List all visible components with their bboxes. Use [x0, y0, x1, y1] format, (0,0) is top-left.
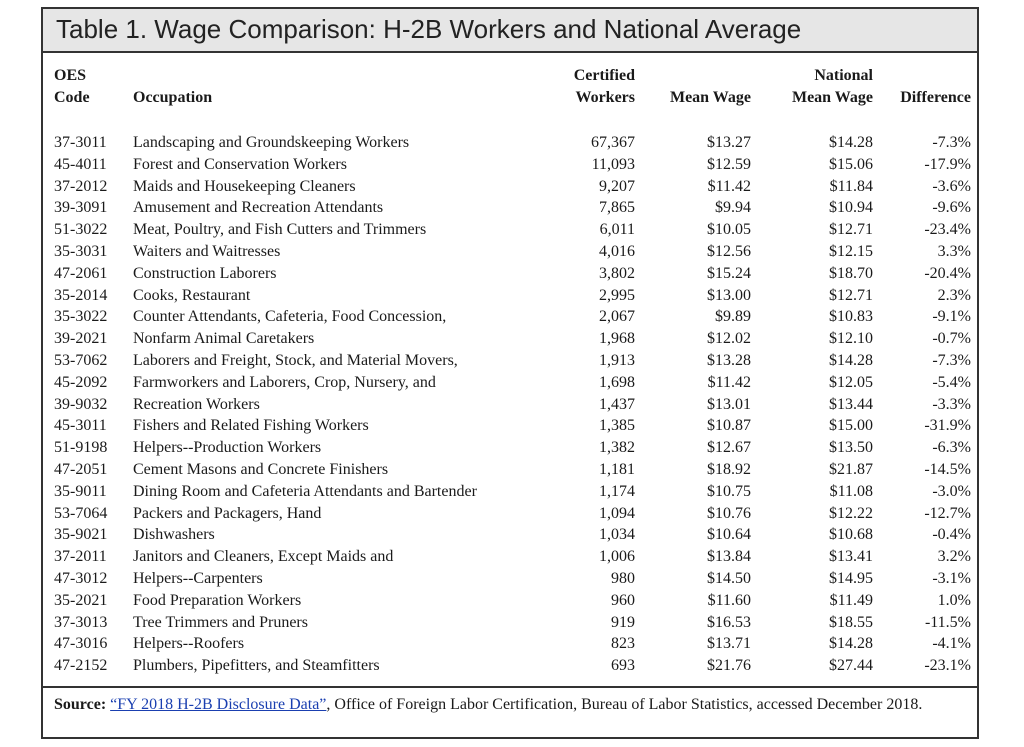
- cell-mean-wage: $13.84: [707, 548, 751, 566]
- cell-mean-wage: $10.64: [707, 526, 751, 544]
- source-link[interactable]: “FY 2018 H-2B Disclosure Data”: [110, 696, 327, 713]
- cell-occupation: Farmworkers and Laborers, Crop, Nursery, and: [133, 373, 436, 391]
- source-label: Source:: [54, 696, 107, 713]
- cell-national-wage: $11.08: [829, 482, 873, 500]
- cell-code: 35-2014: [54, 286, 108, 304]
- cell-certified: 960: [611, 591, 635, 609]
- header-national-line1: National: [814, 67, 873, 84]
- cell-code: 47-2061: [54, 264, 108, 282]
- table-row: [43, 350, 977, 372]
- cell-code: 37-3011: [54, 134, 107, 151]
- cell-national-wage: $12.71: [829, 221, 873, 239]
- title-bar: [43, 9, 977, 53]
- cell-national-wage: $12.15: [829, 242, 873, 260]
- cell-code: 53-7064: [54, 504, 108, 522]
- cell-mean-wage: $10.05: [707, 221, 751, 239]
- cell-code: 37-2012: [54, 177, 108, 195]
- cell-occupation: Waiters and Waitresses: [133, 242, 281, 260]
- cell-occupation: Dining Room and Cafeteria Attendants and Bartender: [133, 482, 477, 500]
- cell-mean-wage: $13.27: [707, 134, 751, 151]
- cell-difference: -23.1%: [924, 657, 971, 675]
- cell-occupation: Landscaping and Groundskeeping Workers: [133, 134, 410, 151]
- cell-code: 35-3031: [54, 242, 108, 260]
- cell-certified: 1,437: [599, 395, 635, 413]
- cell-difference: -6.3%: [932, 439, 971, 457]
- cell-national-wage: $21.87: [829, 460, 873, 478]
- cell-code: 45-3011: [54, 417, 107, 435]
- header-oes-line1: OES: [54, 67, 87, 84]
- cell-code: 37-2011: [54, 548, 107, 566]
- cell-certified: 4,016: [599, 242, 635, 260]
- source-note: [54, 694, 959, 715]
- cell-mean-wage: $13.01: [707, 395, 751, 413]
- cell-certified: 693: [611, 657, 635, 675]
- cell-difference: -3.0%: [932, 482, 971, 500]
- cell-mean-wage: $10.87: [707, 417, 751, 435]
- cell-code: 45-4011: [54, 155, 107, 173]
- table-body: [43, 132, 977, 677]
- cell-occupation: Tree Trimmers and Pruners: [133, 613, 308, 631]
- header-national-mean-wage: [792, 65, 873, 109]
- cell-certified: 1,385: [599, 417, 635, 435]
- table-title: Table 1. Wage Comparison: H-2B Workers and National Average: [56, 14, 802, 44]
- cell-mean-wage: $13.00: [707, 286, 751, 304]
- cell-mean-wage: $12.59: [707, 155, 751, 173]
- cell-occupation: Recreation Workers: [133, 395, 260, 413]
- cell-occupation: Cooks, Restaurant: [133, 286, 251, 304]
- cell-occupation: Maids and Housekeeping Cleaners: [133, 177, 356, 195]
- table-row: [43, 285, 977, 307]
- cell-difference: -23.4%: [924, 221, 971, 239]
- table-row: [43, 546, 977, 568]
- cell-occupation: Helpers--Carpenters: [133, 569, 263, 587]
- cell-mean-wage: $9.94: [715, 199, 751, 217]
- cell-mean-wage: $21.76: [707, 657, 751, 675]
- cell-occupation: Counter Attendants, Cafeteria, Food Concession,: [133, 308, 447, 326]
- cell-mean-wage: $18.92: [707, 460, 751, 478]
- cell-code: 51-3022: [54, 221, 108, 239]
- cell-difference: -0.7%: [932, 330, 971, 348]
- cell-difference: -0.4%: [932, 526, 971, 544]
- source-text: , Office of Foreign Labor Certification, Bureau of Labor Statistics, accessed December 2018.: [326, 696, 923, 713]
- cell-occupation: Plumbers, Pipefitters, and Steamfitters: [133, 657, 380, 675]
- cell-national-wage: $14.28: [829, 351, 873, 369]
- header-certified-line1: Certified: [573, 67, 635, 84]
- cell-code: 53-7062: [54, 351, 108, 369]
- table-row: [43, 219, 977, 241]
- cell-national-wage: $13.50: [829, 439, 873, 457]
- table-row: [43, 415, 977, 437]
- cell-mean-wage: $11.42: [707, 177, 751, 195]
- cell-difference: -7.3%: [932, 351, 971, 369]
- cell-occupation: Amusement and Recreation Attendants: [133, 199, 384, 217]
- header-national-line2: Mean Wage: [791, 89, 873, 106]
- cell-difference: -3.3%: [932, 395, 971, 413]
- cell-code: 39-3091: [54, 199, 108, 217]
- cell-certified: 1,382: [599, 439, 635, 457]
- cell-national-wage: $12.10: [829, 330, 873, 348]
- header-difference: Difference: [900, 89, 971, 106]
- table-row: [43, 503, 977, 525]
- cell-mean-wage: $11.60: [707, 591, 751, 609]
- cell-occupation: Construction Laborers: [133, 264, 277, 282]
- cell-certified: 1,968: [599, 330, 635, 348]
- cell-certified: 2,067: [599, 308, 635, 326]
- table-frame: [41, 7, 979, 739]
- cell-national-wage: $14.95: [829, 569, 873, 587]
- cell-occupation: Laborers and Freight, Stock, and Material Movers,: [133, 351, 458, 369]
- cell-national-wage: $10.94: [829, 199, 873, 217]
- source-divider: [43, 686, 977, 688]
- table-row: [43, 154, 977, 176]
- cell-difference: 1.0%: [937, 591, 971, 609]
- cell-difference: -3.6%: [932, 177, 971, 195]
- cell-certified: 11,093: [591, 155, 635, 173]
- cell-difference: -31.9%: [924, 417, 971, 435]
- cell-certified: 67,367: [591, 134, 635, 151]
- cell-occupation: Meat, Poultry, and Fish Cutters and Trimmers: [133, 221, 427, 239]
- cell-occupation: Food Preparation Workers: [133, 591, 302, 609]
- table-row: [43, 263, 977, 285]
- cell-code: 39-9032: [54, 395, 108, 413]
- cell-mean-wage: $14.50: [707, 569, 751, 587]
- header-certified-workers: [574, 65, 635, 109]
- table-row: [43, 524, 977, 546]
- table-row: [43, 459, 977, 481]
- cell-occupation: Helpers--Production Workers: [133, 439, 322, 457]
- table-row: [43, 176, 977, 198]
- cell-difference: 2.3%: [937, 286, 971, 304]
- cell-certified: 823: [611, 635, 635, 653]
- cell-code: 47-2152: [54, 657, 108, 675]
- cell-certified: 6,011: [599, 221, 635, 239]
- cell-difference: -9.6%: [932, 199, 971, 217]
- cell-national-wage: $18.70: [829, 264, 873, 282]
- cell-certified: 2,995: [599, 286, 635, 304]
- cell-difference: -20.4%: [924, 264, 971, 282]
- table-row: [43, 328, 977, 350]
- cell-mean-wage: $11.42: [707, 373, 751, 391]
- cell-certified: 3,802: [599, 264, 635, 282]
- cell-certified: 7,865: [599, 199, 635, 217]
- cell-code: 39-2021: [54, 330, 108, 348]
- cell-occupation: Cement Masons and Concrete Finishers: [133, 460, 389, 478]
- cell-certified: 1,181: [599, 460, 635, 478]
- cell-mean-wage: $13.71: [707, 635, 751, 653]
- cell-difference: -11.5%: [924, 613, 971, 631]
- cell-mean-wage: $12.67: [707, 439, 751, 457]
- cell-code: 45-2092: [54, 373, 108, 391]
- cell-difference: -17.9%: [924, 155, 971, 173]
- header-oes-line2: Code: [54, 89, 90, 106]
- cell-certified: 9,207: [599, 177, 635, 195]
- cell-occupation: Packers and Packagers, Hand: [133, 504, 322, 522]
- header-mean-wage: Mean Wage: [669, 89, 751, 106]
- cell-mean-wage: $12.56: [707, 242, 751, 260]
- table-row: [43, 590, 977, 612]
- cell-mean-wage: $15.24: [707, 264, 751, 282]
- table-row: [43, 655, 977, 677]
- cell-mean-wage: $13.28: [707, 351, 751, 369]
- cell-code: 47-3012: [54, 569, 108, 587]
- cell-code: 37-3013: [54, 613, 108, 631]
- cell-national-wage: $12.05: [829, 373, 873, 391]
- cell-national-wage: $10.68: [829, 526, 873, 544]
- header-oes-code: [54, 65, 90, 109]
- table-row: [43, 481, 977, 503]
- table-row: [43, 132, 977, 154]
- cell-difference: -3.1%: [932, 569, 971, 587]
- cell-difference: 3.2%: [937, 548, 971, 566]
- table-row: [43, 306, 977, 328]
- cell-national-wage: $11.49: [829, 591, 873, 609]
- cell-certified: 919: [611, 613, 635, 631]
- cell-national-wage: $11.84: [829, 177, 873, 195]
- cell-occupation: Janitors and Cleaners, Except Maids and: [133, 548, 394, 566]
- header-occupation: Occupation: [133, 89, 213, 106]
- cell-certified: 1,174: [599, 482, 635, 500]
- cell-national-wage: $10.83: [829, 308, 873, 326]
- cell-national-wage: $15.06: [829, 155, 873, 173]
- cell-certified: 1,698: [599, 373, 635, 391]
- cell-difference: -12.7%: [924, 504, 971, 522]
- cell-mean-wage: $9.89: [715, 308, 751, 326]
- table-row: [43, 394, 977, 416]
- cell-national-wage: $27.44: [829, 657, 873, 675]
- cell-difference: -4.1%: [932, 635, 971, 653]
- cell-mean-wage: $12.02: [707, 330, 751, 348]
- cell-difference: -7.3%: [932, 134, 971, 151]
- cell-national-wage: $14.28: [829, 635, 873, 653]
- cell-national-wage: $14.28: [829, 134, 873, 151]
- cell-national-wage: $12.71: [829, 286, 873, 304]
- table-row: [43, 437, 977, 459]
- cell-code: 35-9021: [54, 526, 108, 544]
- cell-certified: 1,034: [599, 526, 635, 544]
- cell-national-wage: $13.44: [829, 395, 873, 413]
- cell-certified: 1,913: [599, 351, 635, 369]
- cell-difference: -5.4%: [932, 373, 971, 391]
- cell-certified: 980: [611, 569, 635, 587]
- cell-code: 51-9198: [54, 439, 108, 457]
- cell-occupation: Nonfarm Animal Caretakers: [133, 330, 315, 348]
- cell-certified: 1,094: [599, 504, 635, 522]
- table-row: [43, 372, 977, 394]
- cell-difference: 3.3%: [937, 242, 971, 260]
- cell-occupation: Dishwashers: [133, 526, 215, 544]
- cell-national-wage: $15.00: [829, 417, 873, 435]
- cell-code: 35-2021: [54, 591, 108, 609]
- cell-code: 47-2051: [54, 460, 108, 478]
- cell-code: 35-3022: [54, 308, 108, 326]
- cell-code: 35-9011: [54, 482, 107, 500]
- cell-difference: -14.5%: [924, 460, 971, 478]
- cell-mean-wage: $10.76: [707, 504, 751, 522]
- cell-national-wage: $13.41: [829, 548, 873, 566]
- cell-occupation: Helpers--Roofers: [133, 635, 245, 653]
- cell-mean-wage: $10.75: [707, 482, 751, 500]
- cell-certified: 1,006: [599, 548, 635, 566]
- table-row: [43, 241, 977, 263]
- table-row: [43, 633, 977, 655]
- table-row: [43, 568, 977, 590]
- cell-occupation: Forest and Conservation Workers: [133, 155, 347, 173]
- header-certified-line2: Workers: [575, 89, 635, 106]
- cell-occupation: Fishers and Related Fishing Workers: [133, 417, 369, 435]
- cell-national-wage: $18.55: [829, 613, 873, 631]
- table-row: [43, 197, 977, 219]
- cell-mean-wage: $16.53: [707, 613, 751, 631]
- table-row: [43, 612, 977, 634]
- cell-difference: -9.1%: [932, 308, 971, 326]
- cell-code: 47-3016: [54, 635, 108, 653]
- cell-national-wage: $12.22: [829, 504, 873, 522]
